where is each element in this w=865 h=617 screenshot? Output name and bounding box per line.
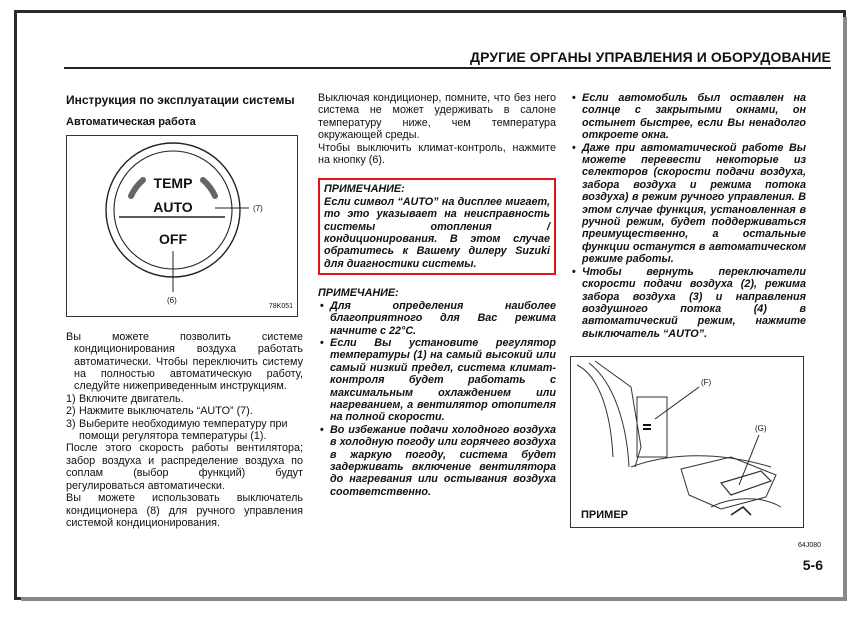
callout-g: (G) — [755, 424, 767, 434]
header-rule — [64, 67, 831, 69]
floor-line — [711, 499, 781, 507]
warning-note-box — [318, 178, 556, 275]
column-3 — [570, 92, 806, 528]
step-text: Нажмите выключатель “AUTO” (7). — [79, 405, 253, 418]
side-vent — [637, 397, 667, 457]
list-item: • Если Вы установите регулятор температуры (1) на самый высокий или самый низкий предел, система климат-контроля будет работать с максимальным охлаждением или нагреванием, а вентилятор отопителя на полной скорости. — [318, 337, 556, 424]
ac-off-paragraph: Выключая кондиционер, помните, что без него система не может удерживать в салоне температуру ниже, чем температура окружающей среды. — [318, 92, 556, 142]
control-knob-drawing — [67, 136, 299, 318]
note-list — [318, 300, 556, 499]
callout-f-line — [655, 387, 699, 419]
steps-list — [66, 393, 303, 443]
step-number: 3) — [66, 417, 76, 430]
right-arc-indicator — [203, 180, 215, 196]
step-number: 2) — [66, 405, 76, 418]
auto-control-figure — [66, 135, 298, 317]
dashboard-drawing — [571, 357, 805, 529]
list-item: • Во избежание подачи холодного воздуха в холодную погоду или горячего воздуха в жаркую погоду, система будет задерживать включение вентилятора до нагревания или остывания воздуха соответственно. — [318, 424, 556, 498]
off-label: OFF — [159, 230, 187, 247]
manual-paragraph: Вы можете использовать выключатель кондиционера (8) для ручного управления системой кондиционирования. — [66, 492, 303, 529]
callout-f: (F) — [701, 378, 712, 388]
intro-paragraph: Вы можете позволить системе кондиционирования воздуха работать автоматически. Чтобы переключить систему на полностью автоматическую работу, следуйте нижеприведенным инструкциям. — [66, 330, 303, 393]
note-text: Если символ “AUTO” на дисплее мигает, то это указывает на неисправность системы отопления / кондиционирования. В этом случае обратитесь к Вашему дилеру Suzuki для диагностики системы. — [324, 195, 550, 270]
after-steps-paragraph: После этого скорость работы вентилятора; забор воздуха и распределение воздуха по соплам (выбор функций) будут регулироваться автоматически. — [66, 442, 303, 492]
note-title: ПРИМЕЧАНИЕ: — [324, 183, 405, 196]
example-label: ПРИМЕР — [581, 508, 628, 521]
left-arc-indicator — [131, 180, 143, 196]
tips-list — [570, 92, 806, 340]
subsection-title: Автоматическая работа — [66, 116, 196, 129]
door-line — [577, 365, 613, 457]
floor-vent — [731, 507, 751, 515]
callout-7: (7) — [253, 203, 263, 213]
section-title: Инструкция по эксплуатации системы — [66, 93, 295, 107]
step-text: Включите двигатель. — [79, 392, 184, 405]
step-number: 1) — [66, 392, 76, 405]
list-item: • Чтобы вернуть переключатели скорости подачи воздуха (2), режима забора воздуха (3) и направления воздушного потока (4) в автоматический режим, нажмите выключатель “AUTO”. — [570, 266, 806, 340]
list-item — [66, 405, 303, 417]
list-item: • Если автомобиль был оставлен на солнце с закрытыми окнами, он остынет быстрее, если Вы ненадолго откроете окна. — [570, 92, 806, 142]
page-number: 5-6 — [802, 557, 823, 573]
dashboard-figure — [570, 356, 804, 528]
step-text: Выберите необходимую температуру при помощи регулятора температуры (1). — [79, 417, 288, 443]
pedal — [721, 471, 771, 495]
list-item: • Для определения наиболее благоприятного для Вас режима начните с 22°C. — [318, 300, 556, 337]
auto-label: AUTO — [153, 198, 193, 215]
callout-6: (6) — [167, 295, 177, 305]
page-header-title: ДРУГИЕ ОРГАНЫ УПРАВЛЕНИЯ И ОБОРУДОВАНИЕ — [470, 49, 831, 65]
temp-label: TEMP — [153, 174, 193, 191]
figure-code: 64J080 — [798, 542, 821, 549]
door-line-2 — [589, 363, 629, 467]
climate-off-paragraph: Чтобы выключить климат-контроль, нажмите на кнопку (6). — [318, 141, 556, 167]
note-title: ПРИМЕЧАНИЕ: — [318, 287, 399, 300]
list-item — [66, 393, 303, 405]
column-2 — [318, 92, 556, 498]
figure-code: 78K051 — [268, 303, 293, 311]
list-item — [66, 418, 303, 443]
list-item: • Даже при автоматической работе Вы можете перевести некоторые из селекторов (скорости подачи воздуха, забора воздуха и режима потока воздуха) в режим ручного управления. В этом случае функция, установленная в ручной режим, будет поддерживаться преимущественно, а остальные функции останутся в автоматическом режиме работы. — [570, 142, 806, 266]
column-1 — [66, 92, 303, 529]
